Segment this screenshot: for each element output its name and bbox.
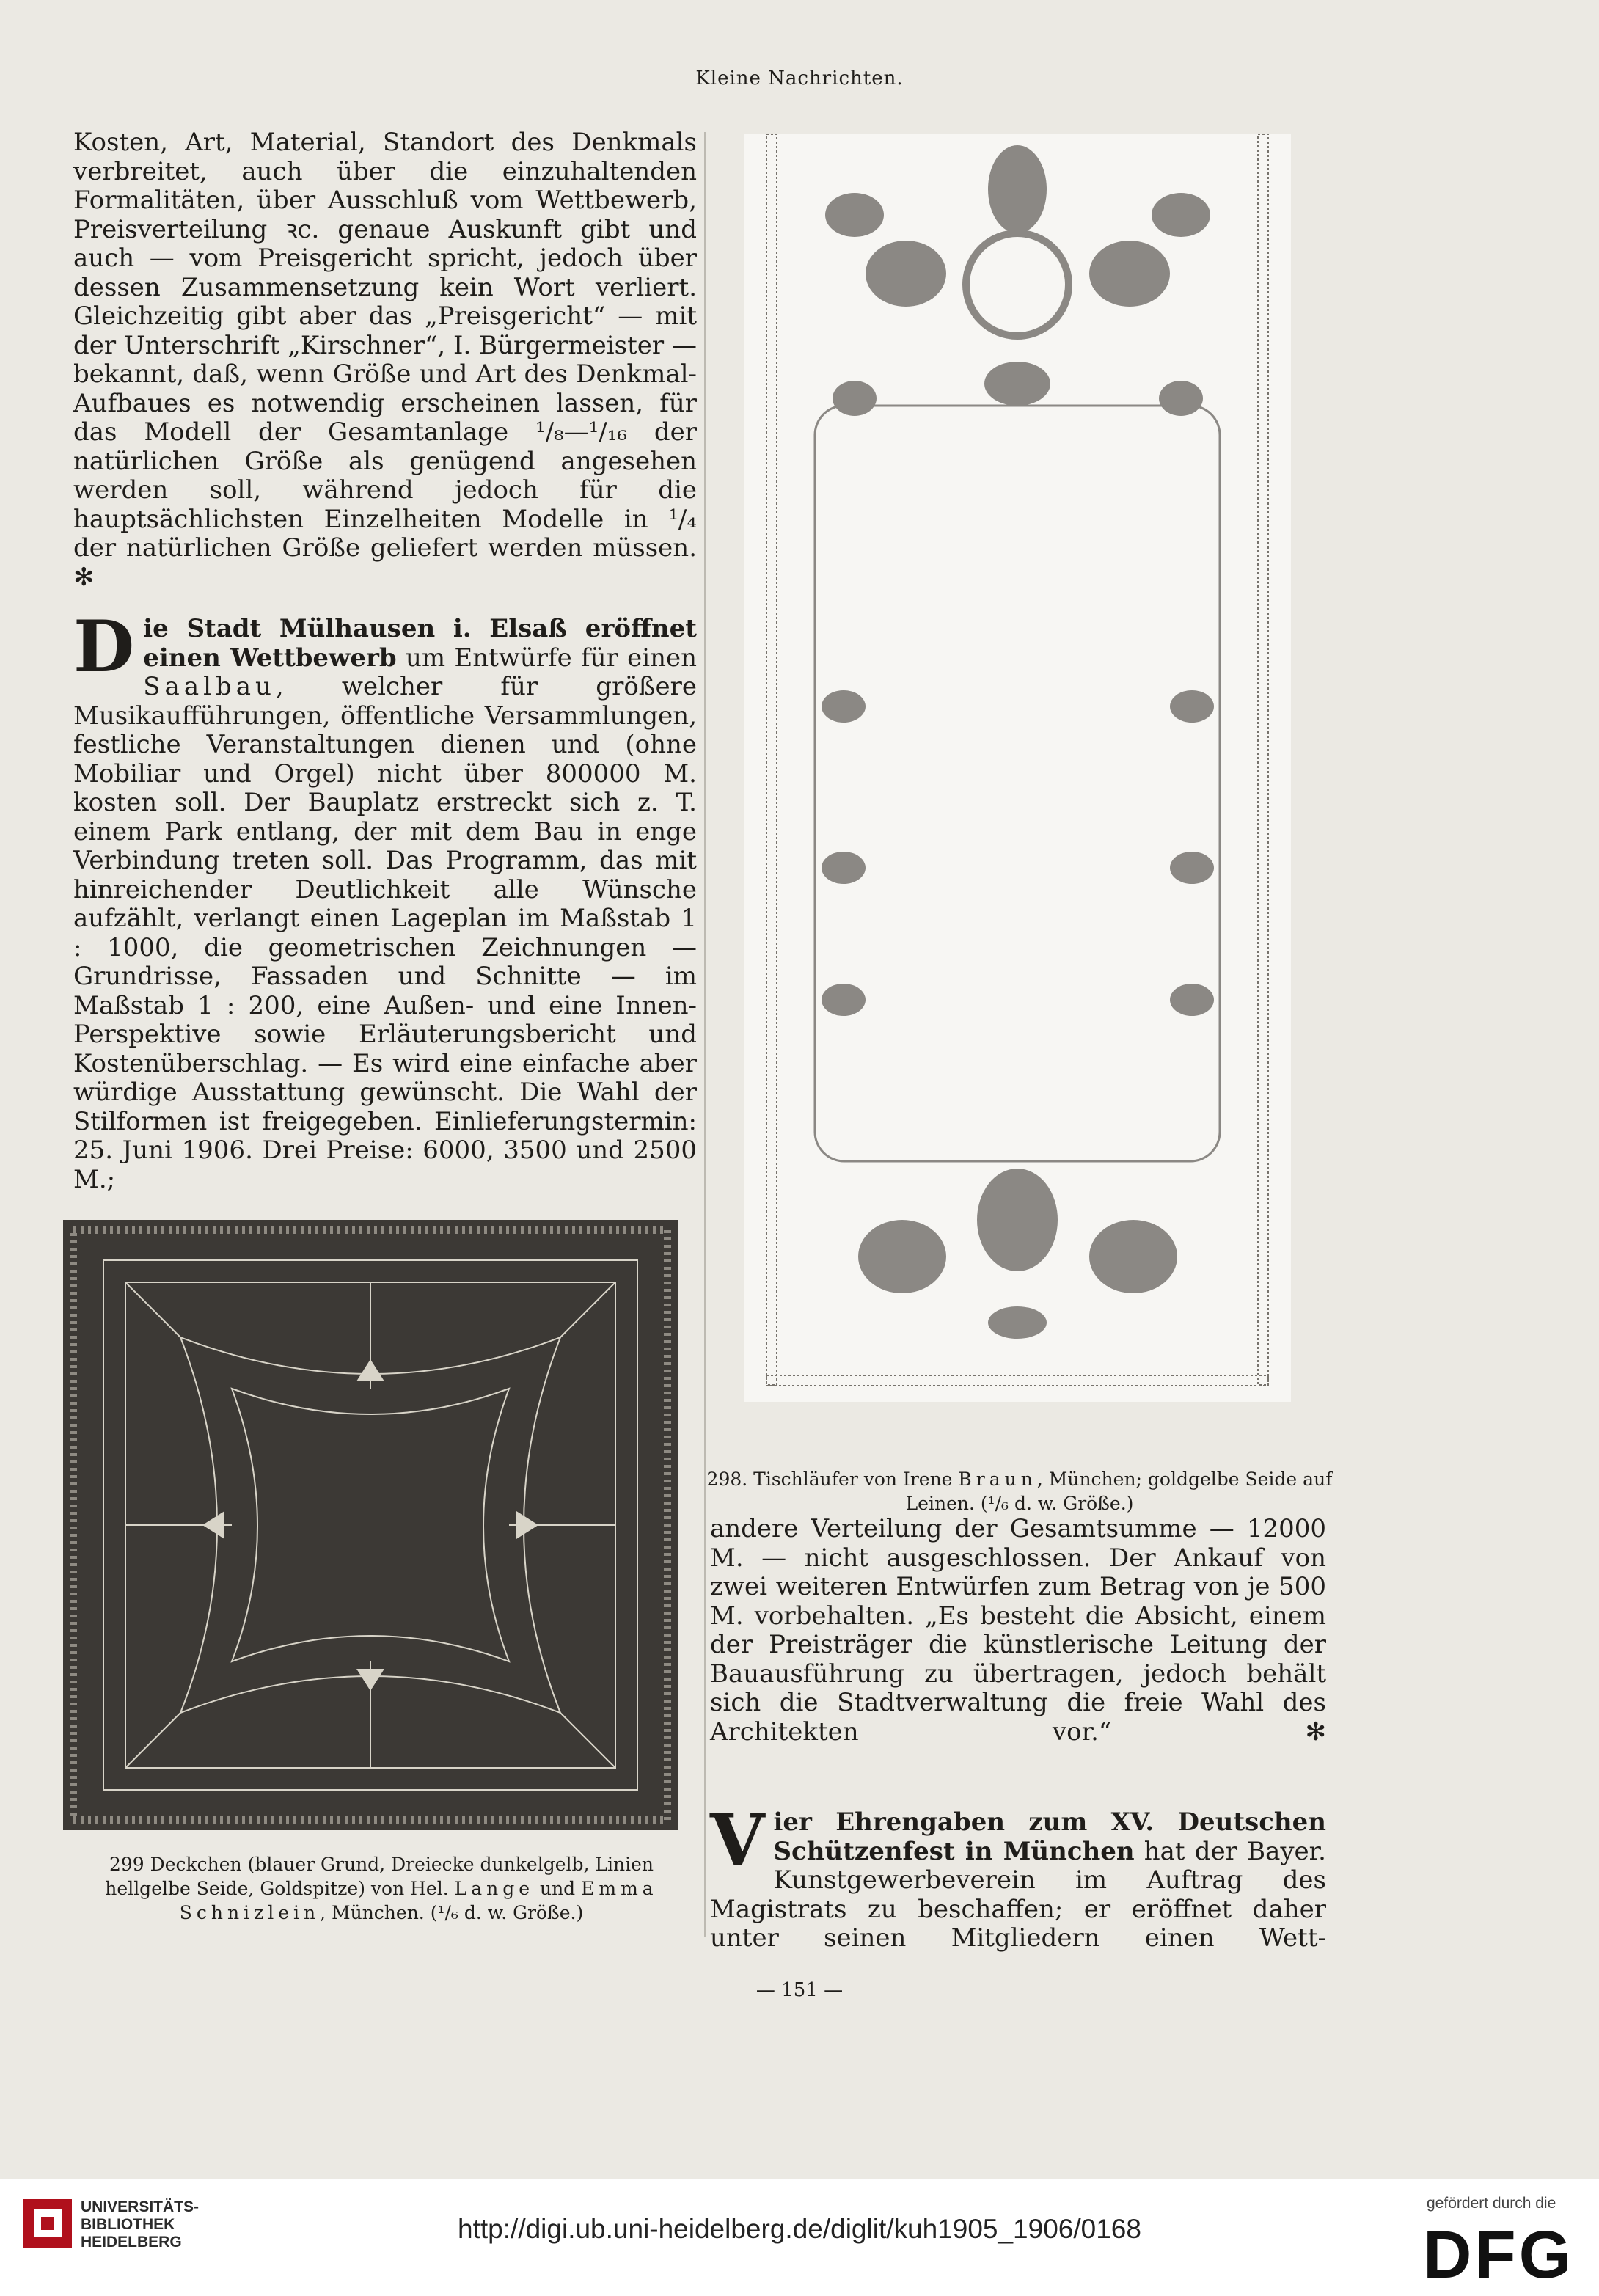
running-head: Kleine Nachrichten. bbox=[695, 67, 904, 89]
library-name-line: UNIVERSITÄTS- bbox=[81, 2198, 200, 2215]
drop-cap: D bbox=[73, 605, 135, 688]
caption-text: und bbox=[534, 1878, 582, 1899]
table-runner-image bbox=[744, 134, 1291, 1402]
paragraph-lead: ier Ehrengaben zum XV. Deutschen Schützenfest in München bbox=[773, 1807, 1326, 1866]
funding-note: gefördert durch die bbox=[1427, 2195, 1556, 2212]
caption-number: 298. bbox=[706, 1469, 748, 1490]
article-muelhausen bbox=[73, 605, 697, 1194]
drop-cap: V bbox=[710, 1799, 765, 1882]
caption-text: Deckchen (blauer Grund, Dreiecke dunkelgelb, Linien hellgelbe Seide, Goldspitze) von Hel. bbox=[105, 1854, 654, 1899]
figure-299-doily bbox=[63, 1220, 678, 1830]
article-text-right bbox=[710, 1515, 1326, 1747]
article-schuetzenfest bbox=[710, 1799, 1326, 1953]
paragraph-muelhausen bbox=[73, 605, 697, 1194]
paragraph-schuetzenfest bbox=[710, 1799, 1326, 1953]
paragraph-lead: ie Stadt Mülhausen i. Elsaß eröffnet einen Wettbewerb bbox=[143, 614, 697, 673]
dfg-logo: DFG bbox=[1423, 2218, 1575, 2292]
paragraph-denkmal: Kosten, Art, Material, Standort des Denkmals verbreitet, auch über die einzuhaltenden Formalitäten, über Ausschluß vom Wettbewerb, Preisverteilung ꝛc. genaue Auskunft gibt und auch — vom Preisgericht spricht, jedoch über dessen Zusammensetzung kein Wort verliert. Gleichzeitig gibt aber das „Preisgericht“ — mit der Unterschrift „Kirschner“, I. Bürgermeister — bekannt, daß, wenn Größe und Art des Denkmal-Aufbaues es notwendig erscheinen lassen, für das Modell der Gesamtanlage ¹/₈—¹/₁₆ der natürlichen Größe als genügend angesehen werden soll, während jedoch für die hauptsächlichsten Einzelheiten Modelle in ¹/₄ der natürlichen Größe geliefert werden müssen. ✻ bbox=[73, 128, 697, 592]
paragraph-gesamtsumme: andere Verteilung der Gesamtsumme — 12000 M. — nicht ausgeschlossen. Der Ankauf von zwei weiteren Entwürfen zum Betrag von je 500 M. vorbehalten. „Es besteht die Absicht, einem der Preisträger die künstlerische Leitung der Bauausführung zu übertragen, jedoch behält sich die Stadtverwaltung die freie Wahl des Architekten vor.“ ✻ bbox=[710, 1514, 1326, 1747]
caption-299 bbox=[66, 1852, 697, 1925]
caption-artist: Braun bbox=[958, 1469, 1037, 1490]
article-text-left bbox=[73, 128, 697, 592]
doily-image bbox=[63, 1220, 678, 1830]
emphasis-saalbau: Saalbau bbox=[143, 672, 276, 701]
permalink[interactable]: http://digi.ub.uni-heidelberg.de/diglit/kuh1905_1906/0168 bbox=[458, 2214, 1141, 2244]
page-number: — 151 — bbox=[755, 1979, 844, 2001]
caption-number: 299 bbox=[109, 1854, 144, 1875]
paragraph-text: , welcher für größere Musikaufführungen, öffentliche Versammlungen, festliche Veranstaltungen dienen und (ohne Mobiliar und Orgel) nicht über 800000 M. kosten soll. Der Bauplatz erstreckt sich z. T. einem Park entlang, der mit dem Bau in enge Verbindung treten soll. Das Programm, das mit hinreichender Deutlichkeit alle Wünsche aufzählt, verlangt einen Lageplan im Maßstab 1 : 1000, die geometrischen Zeichnungen — Grundrisse, Fassaden und Schnitte — im Maßstab 1 : 200, eine Außen- und eine Innen-Perspektive sowie Erläuterungsbericht und Kostenüberschlag. — Es wird eine einfache aber würdige Ausstattung gewünscht. Die Wahl der Stilformen ist freigegeben. Einlieferungstermin: 25. Juni 1906. Drei Preise: 6000, 3500 und 2500 M.; bbox=[73, 672, 697, 1194]
caption-text: , München. (¹/₆ d. w. Größe.) bbox=[320, 1902, 584, 1923]
caption-298 bbox=[704, 1467, 1335, 1516]
caption-artist: Emma Schnizlein bbox=[179, 1878, 658, 1923]
paragraph-text: um Entwürfe für einen bbox=[396, 643, 697, 673]
paragraph-text: hat der Bayer. Kunstgewerbeverein im Auftrag des Magistrats zu beschaffen; er eröffnet daher unter seinen Mitgliedern einen Wett- bbox=[710, 1836, 1326, 1953]
library-name-line: HEIDELBERG bbox=[81, 2234, 182, 2251]
caption-artist: Lange bbox=[454, 1878, 535, 1899]
column-rule bbox=[704, 132, 706, 1937]
caption-text: Tischläufer von Irene bbox=[753, 1469, 953, 1490]
library-name-line: BIBLIOTHEK bbox=[81, 2216, 175, 2233]
figure-298-table-runner bbox=[744, 134, 1291, 1402]
caption-text: , München; goldgelbe Seide auf Leinen. (¹/₆ d. w. Größe.) bbox=[905, 1469, 1333, 1514]
